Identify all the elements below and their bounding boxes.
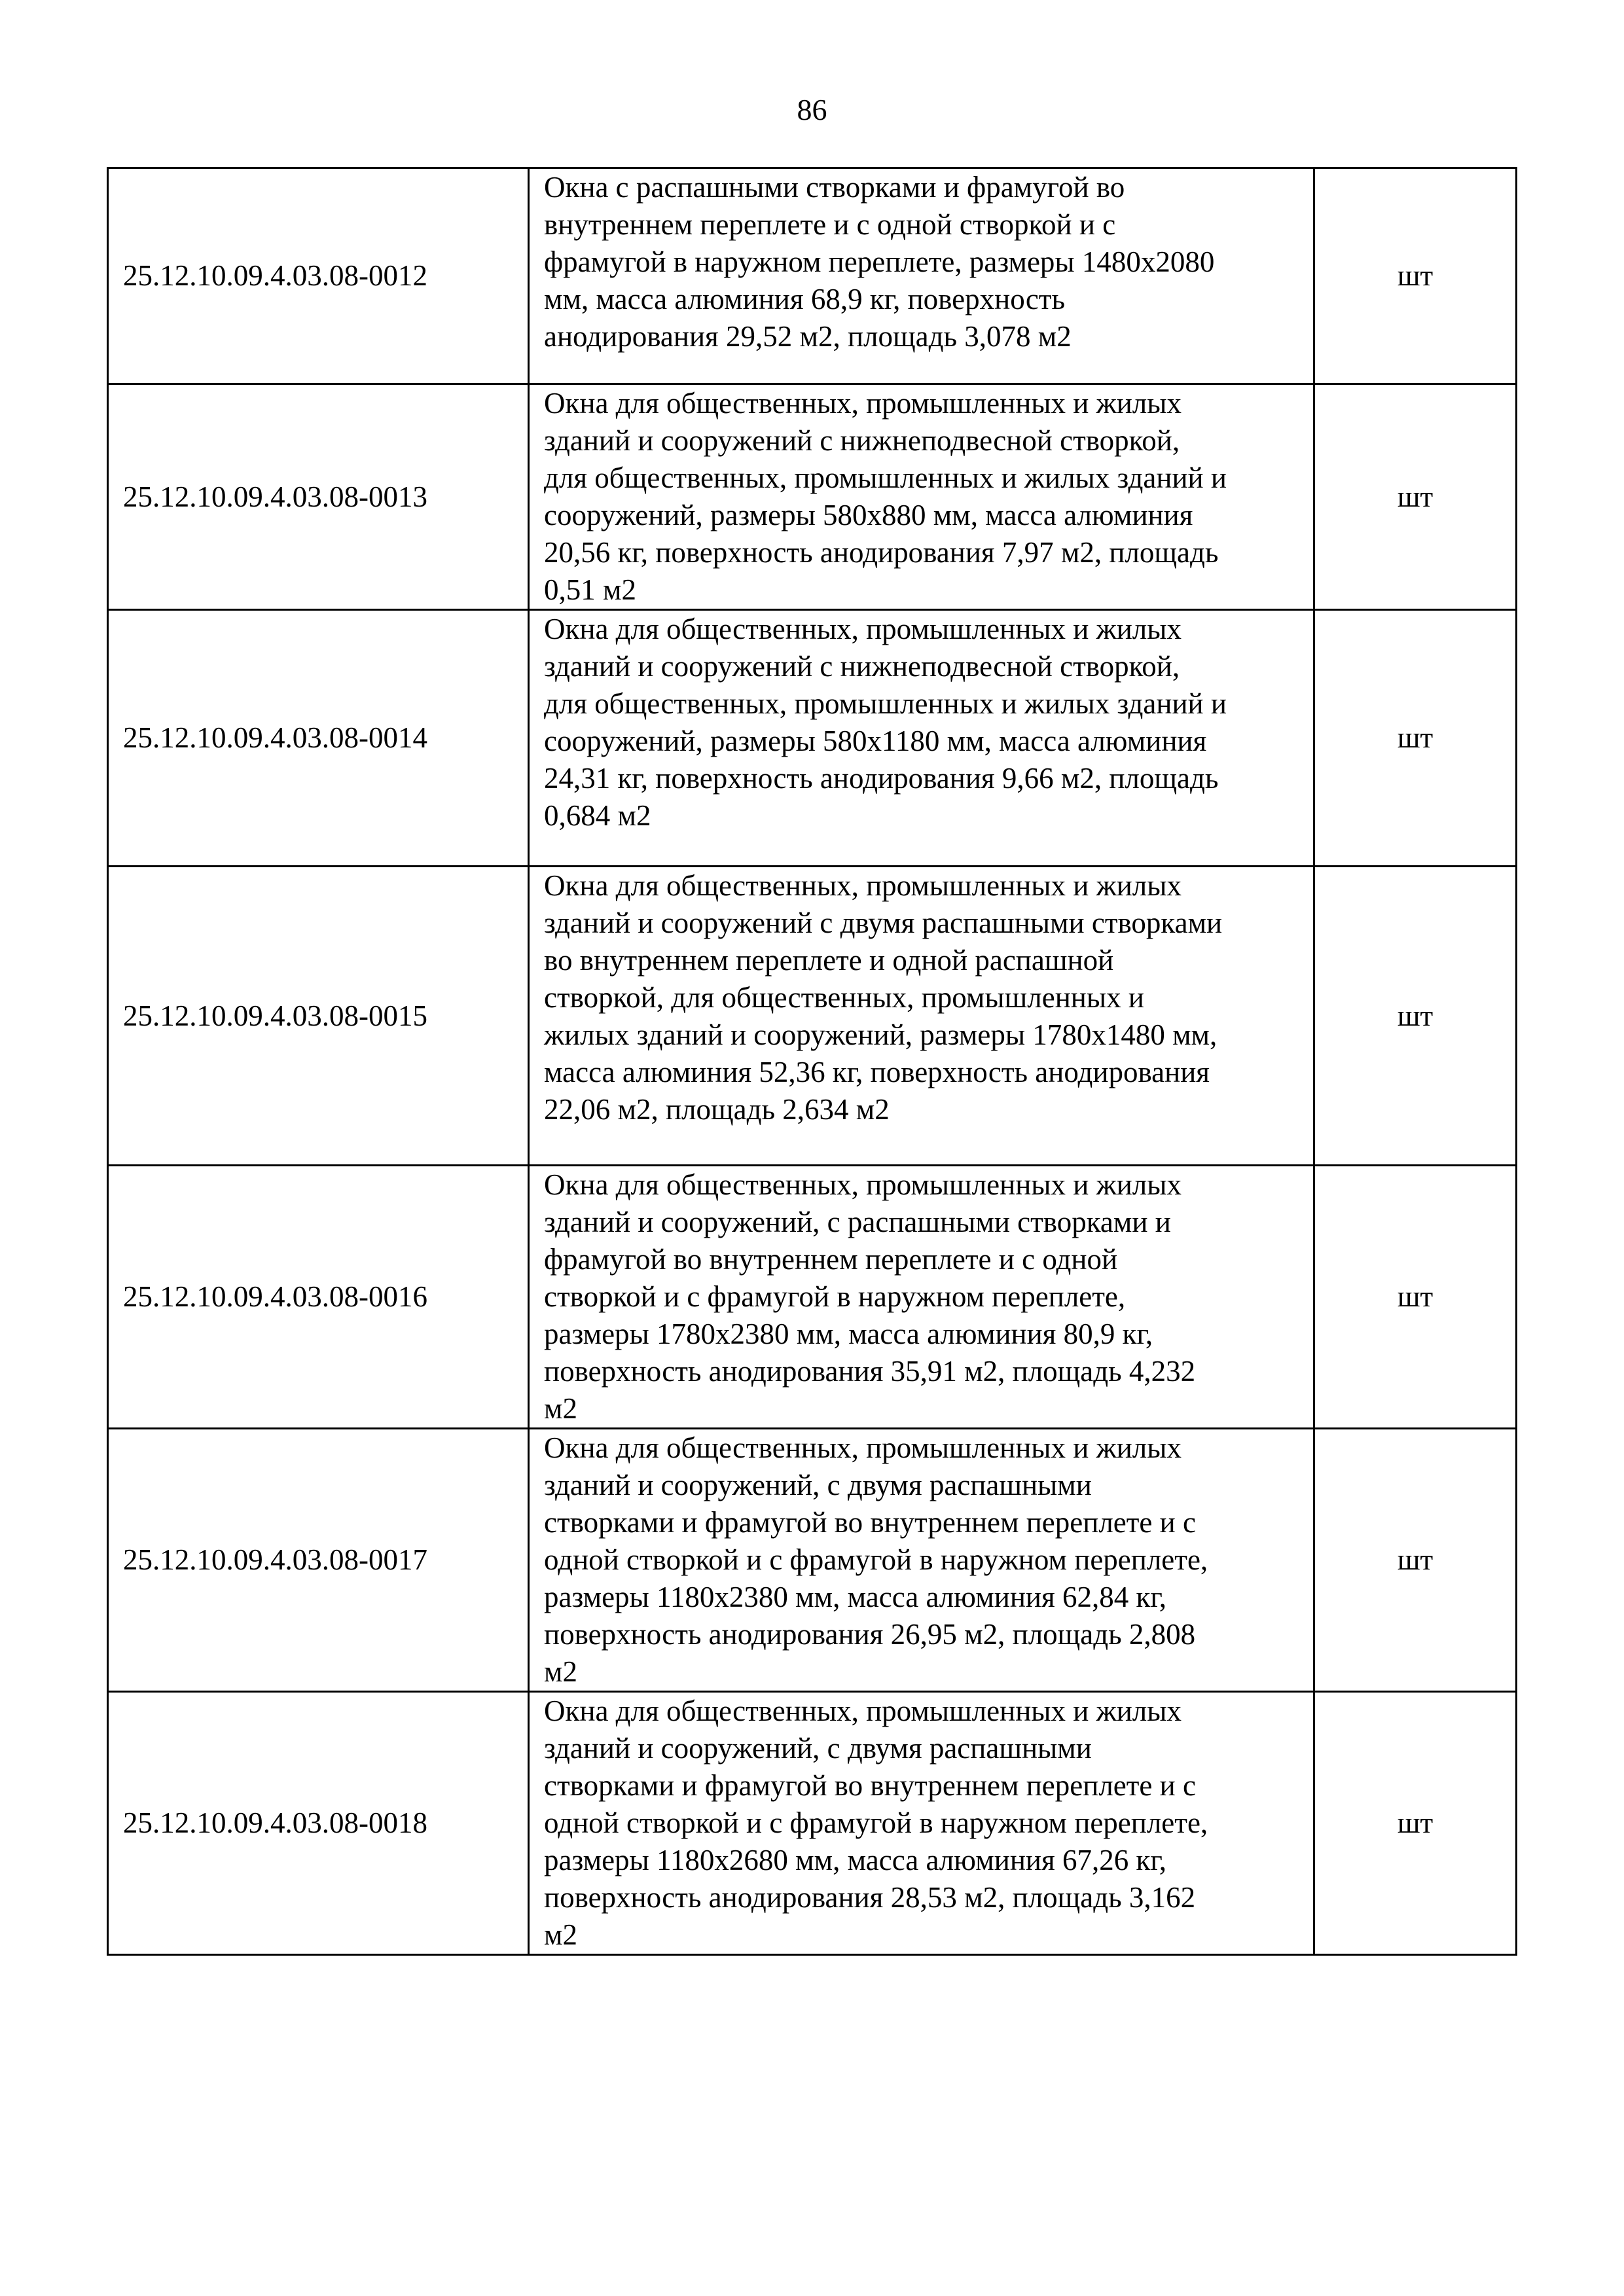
description-line: м2	[544, 1655, 577, 1688]
description-line: во внутреннем переплете и одной распашной	[544, 944, 1114, 977]
description-line: 22,06 м2, площадь 2,634 м2	[544, 1093, 890, 1126]
resource-description	[529, 1166, 1314, 1429]
description-line: Окна для общественных, промышленных и жилых	[544, 869, 1182, 902]
resource-description	[529, 168, 1314, 384]
unit-of-measure: шт	[1314, 384, 1517, 610]
description-line: 0,51 м2	[544, 573, 636, 606]
resource-table	[107, 167, 1517, 1956]
description-line: внутреннем переплете и с одной створкой и с	[544, 208, 1116, 241]
description-line: зданий и сооружений, с двумя распашными	[544, 1469, 1092, 1501]
description-line: Окна для общественных, промышленных и жилых	[544, 1431, 1182, 1464]
resource-description	[529, 610, 1314, 867]
description-line: Окна с распашными створками и фрамугой во	[544, 171, 1125, 204]
description-line: Окна для общественных, промышленных и жилых	[544, 1695, 1182, 1727]
table-row	[108, 1692, 1517, 1955]
resource-code: 25.12.10.09.4.03.08-0018	[108, 1692, 529, 1955]
description-line: фрамугой в наружном переплете, размеры 1480x2080	[544, 245, 1215, 278]
resource-description	[529, 867, 1314, 1166]
resource-description	[529, 384, 1314, 610]
description-line: для общественных, промышленных и жилых зданий и	[544, 461, 1227, 494]
unit-of-measure: шт	[1314, 1166, 1517, 1429]
resource-code: 25.12.10.09.4.03.08-0012	[108, 168, 529, 384]
description-line: створкой, для общественных, промышленных и	[544, 981, 1144, 1014]
table-row	[108, 384, 1517, 610]
resource-description	[529, 1429, 1314, 1692]
description-line: зданий и сооружений, с распашными створками и	[544, 1206, 1171, 1238]
unit-of-measure: шт	[1314, 168, 1517, 384]
resource-code: 25.12.10.09.4.03.08-0014	[108, 610, 529, 867]
description-line: створкой и с фрамугой в наружном переплете,	[544, 1280, 1126, 1313]
unit-of-measure: шт	[1314, 867, 1517, 1166]
description-line: анодирования 29,52 м2, площадь 3,078 м2	[544, 320, 1072, 353]
description-line: зданий и сооружений с двумя распашными створками	[544, 906, 1223, 939]
description-line: мм, масса алюминия 68,9 кг, поверхность	[544, 283, 1065, 315]
description-line: Окна для общественных, промышленных и жилых	[544, 613, 1182, 645]
description-line: зданий и сооружений, с двумя распашными	[544, 1732, 1092, 1765]
description-line: сооружений, размеры 580x1180 мм, масса алюминия	[544, 725, 1207, 757]
unit-of-measure: шт	[1314, 610, 1517, 867]
resource-code: 25.12.10.09.4.03.08-0016	[108, 1166, 529, 1429]
description-line: поверхность анодирования 26,95 м2, площадь 2,808	[544, 1618, 1196, 1651]
description-line: одной створкой и с фрамугой в наружном переплете,	[544, 1806, 1208, 1839]
table-row	[108, 1429, 1517, 1692]
resource-description	[529, 1692, 1314, 1955]
table-row	[108, 610, 1517, 867]
description-line: м2	[544, 1918, 577, 1951]
description-line: размеры 1180x2380 мм, масса алюминия 62,84 кг,	[544, 1581, 1166, 1613]
description-line: 20,56 кг, поверхность анодирования 7,97 м2, площадь	[544, 536, 1219, 569]
description-line: размеры 1780x2380 мм, масса алюминия 80,9 кг,	[544, 1318, 1153, 1350]
unit-of-measure: шт	[1314, 1429, 1517, 1692]
description-line: поверхность анодирования 28,53 м2, площадь 3,162	[544, 1881, 1196, 1914]
description-line: 0,684 м2	[544, 799, 651, 832]
description-line: м2	[544, 1392, 577, 1425]
description-line: створками и фрамугой во внутреннем переплете и с	[544, 1506, 1196, 1539]
description-line: створками и фрамугой во внутреннем переплете и с	[544, 1769, 1196, 1802]
description-line: масса алюминия 52,36 кг, поверхность анодирования	[544, 1056, 1210, 1088]
description-line: зданий и сооружений с нижнеподвесной створкой,	[544, 424, 1180, 457]
description-line: размеры 1180x2680 мм, масса алюминия 67,26 кг,	[544, 1844, 1166, 1876]
description-line: 24,31 кг, поверхность анодирования 9,66 м2, площадь	[544, 762, 1219, 795]
page-number: 86	[797, 93, 827, 126]
resource-code: 25.12.10.09.4.03.08-0017	[108, 1429, 529, 1692]
description-line: для общественных, промышленных и жилых зданий и	[544, 687, 1227, 720]
table-row	[108, 168, 1517, 384]
table-row	[108, 1166, 1517, 1429]
description-line: фрамугой во внутреннем переплете и с одной	[544, 1243, 1118, 1276]
table-row	[108, 867, 1517, 1166]
description-line: жилых зданий и сооружений, размеры 1780x1480 мм,	[544, 1018, 1218, 1051]
description-line: Окна для общественных, промышленных и жилых	[544, 1168, 1182, 1201]
description-line: одной створкой и с фрамугой в наружном переплете,	[544, 1543, 1208, 1576]
description-line: Окна для общественных, промышленных и жилых	[544, 387, 1182, 420]
resource-code: 25.12.10.09.4.03.08-0015	[108, 867, 529, 1166]
description-line: сооружений, размеры 580x880 мм, масса алюминия	[544, 499, 1193, 531]
description-line: зданий и сооружений с нижнеподвесной створкой,	[544, 650, 1180, 683]
unit-of-measure: шт	[1314, 1692, 1517, 1955]
description-line: поверхность анодирования 35,91 м2, площадь 4,232	[544, 1355, 1196, 1388]
resource-code: 25.12.10.09.4.03.08-0013	[108, 384, 529, 610]
